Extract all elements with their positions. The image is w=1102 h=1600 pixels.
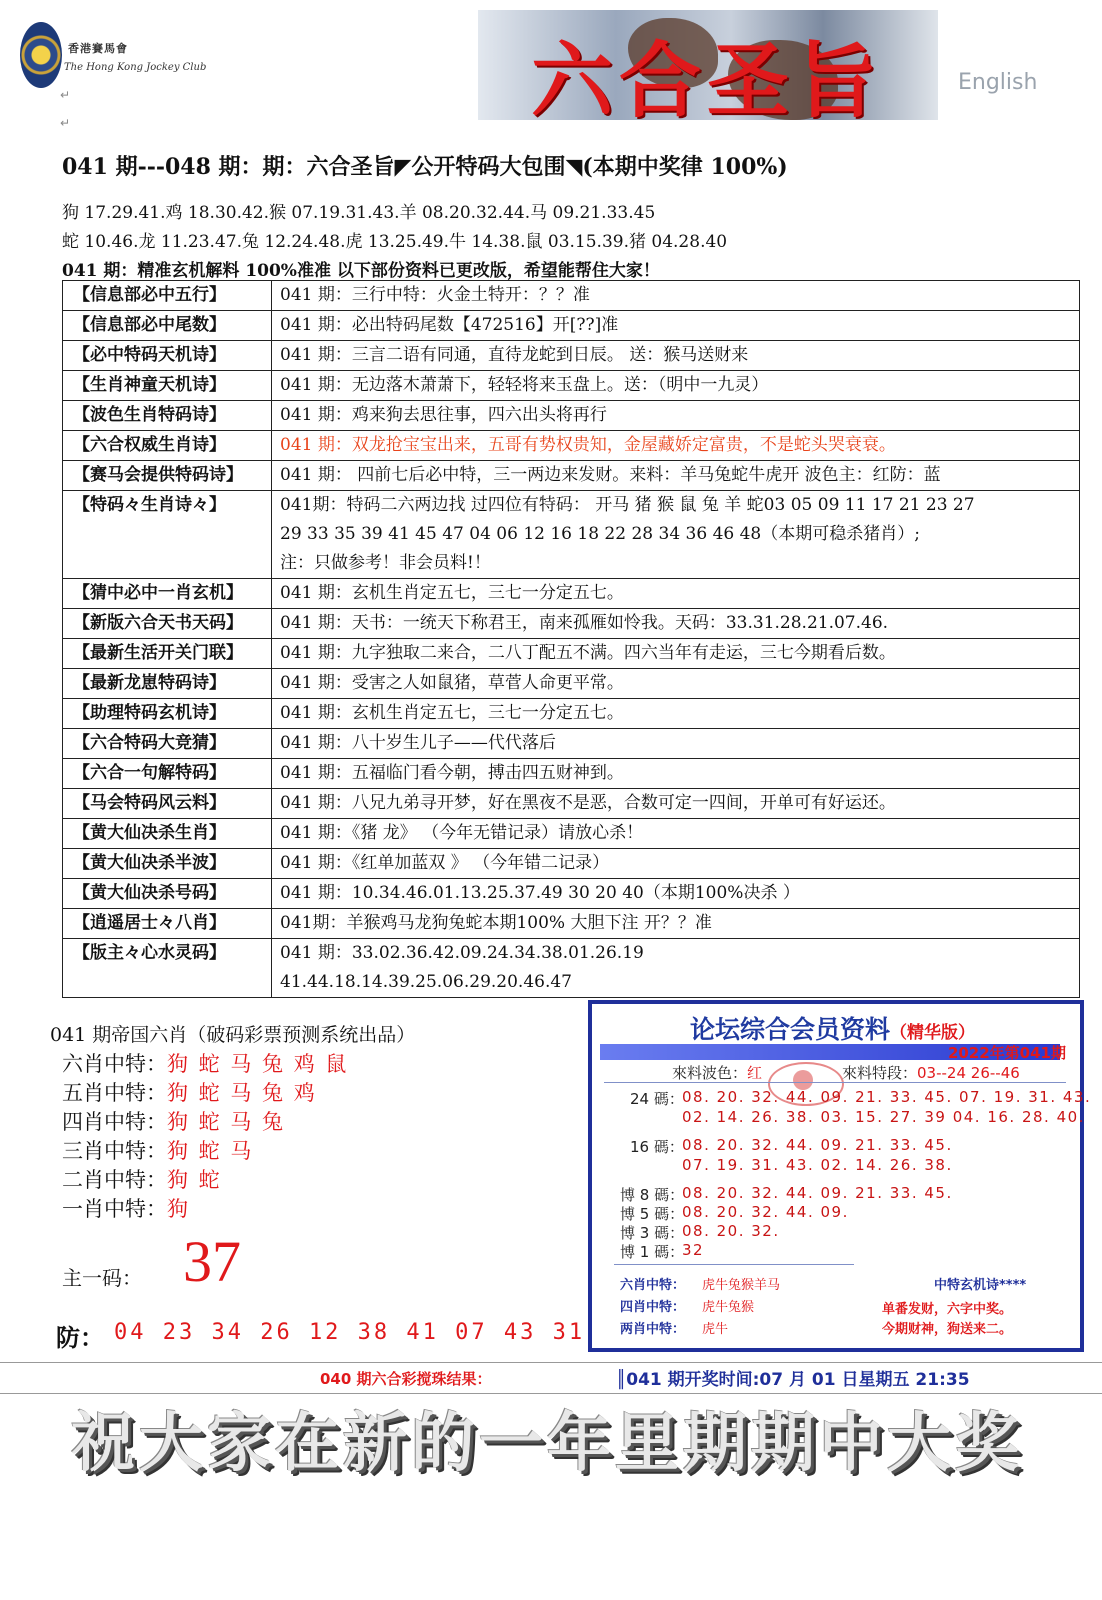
paragraph-mark-icon: ↵ <box>60 88 71 102</box>
forum-title <box>690 1010 975 1046</box>
bo1-value: 32 <box>682 1241 705 1259</box>
zodiac-row <box>62 1135 253 1165</box>
row-content-line: 041期：羊猴鸡马龙狗兔蛇本期100% 大胆下注 开？？准 <box>280 913 712 933</box>
row-content-line: 041期：特码二六两边找 过四位有特码： 开马 猪 猴 鼠 兔 羊 蛇03 05 09 11 17 21 23 27 <box>280 495 975 515</box>
row-content <box>272 639 1080 669</box>
row-label: 【助理特码玄机诗】 <box>63 699 272 729</box>
bo5-label: 博 5 碼： <box>620 1205 685 1223</box>
table-row <box>63 311 1080 341</box>
table-row <box>63 729 1080 759</box>
row-content-line: 041 期：三言二语有同通，直待龙蛇到日辰。 送：猴马送财来 <box>280 345 749 365</box>
draw-time: ║041 期开奖时间:07 月 01 日星期五 21:35 <box>616 1370 970 1390</box>
zodiac-row-value: 狗 蛇 马 兔 <box>167 1110 286 1134</box>
two-zodiac-value: 虎牛 <box>702 1322 729 1337</box>
zodiac-row <box>62 1048 348 1078</box>
table-row <box>63 401 1080 431</box>
row-content-line: 041 期：九字独取二来合，二八丁配五不满。四六当年有走运，三七今期看后数。 <box>280 643 896 663</box>
zodiac-row <box>62 1077 317 1107</box>
row-content-line: 041 期： 四前七后必中特，三一两边来发财。来料：羊马兔蛇牛虎开 波色主：红防：蓝 <box>280 465 941 485</box>
row-content <box>272 609 1080 639</box>
table-row <box>63 579 1080 609</box>
bo1-label: 博 1 碼： <box>620 1243 685 1261</box>
bo5-value: 08. 20. 32. 44. 09. <box>682 1203 849 1221</box>
row-label: 【赛马会提供特码诗】 <box>63 461 272 491</box>
table-row <box>63 759 1080 789</box>
row-content <box>272 669 1080 699</box>
row-content <box>272 729 1080 759</box>
row-content <box>272 401 1080 431</box>
row-label: 【版主々心水灵码】 <box>63 939 272 998</box>
wave-label: 來料波色： <box>672 1064 748 1082</box>
table-row <box>63 669 1080 699</box>
table-row <box>63 431 1080 461</box>
six-zodiac-label: 六肖中特： <box>620 1278 686 1293</box>
row-content-line: 041 期：玄机生肖定五七，三七一分定五七。 <box>280 583 624 603</box>
table-row <box>63 281 1080 311</box>
codes-16-line: 08. 20. 32. 44. 09. 21. 33. 45. <box>682 1136 953 1154</box>
zodiac-number-line: 蛇 10.46.龙 11.23.47.兔 12.24.48.虎 13.25.49.牛 14.38.鼠 03.15.39.猪 04.28.40 <box>62 232 728 252</box>
logo-emblem-icon <box>20 22 62 88</box>
bo8-value: 08. 20. 32. 44. 09. 21. 33. 45. <box>682 1184 953 1202</box>
row-label: 【六合特码大竞猜】 <box>63 729 272 759</box>
divider <box>614 1264 854 1265</box>
row-content-line: 041 期：双龙抢宝宝出来，五哥有势权贵知，金屋藏娇定富贵，不是蛇头哭衰衰。 <box>280 435 896 455</box>
row-content <box>272 819 1080 849</box>
table-row <box>63 939 1080 998</box>
zodiac-row-value: 狗 蛇 马 <box>167 1139 254 1163</box>
english-link[interactable]: English <box>958 70 1038 95</box>
guard-numbers: 04 23 34 26 12 38 41 07 43 31 <box>114 1320 586 1345</box>
row-content-line: 041 期：玄机生肖定五七，三七一分定五七。 <box>280 703 624 723</box>
forum-period: 2022年第041期 <box>947 1044 1066 1062</box>
row-content-line: 041 期：33.02.36.42.09.24.34.38.01.26.19 <box>280 943 644 963</box>
info-table <box>62 280 1080 998</box>
row-content-line: 041 期：八兄九弟寻开梦，好在黑夜不是恶，合数可定一四间，开单可有好运还。 <box>280 793 896 813</box>
zodiac-row-value: 狗 <box>167 1197 190 1221</box>
row-label: 【生肖神童天机诗】 <box>63 371 272 401</box>
row-label: 【猜中必中一肖玄机】 <box>63 579 272 609</box>
table-row <box>63 341 1080 371</box>
bo3-label: 博 3 碼： <box>620 1224 685 1242</box>
forum-subtitle: （精华版） <box>890 1023 976 1043</box>
poem-line: 单番发财，六字中奖。 <box>882 1302 1013 1317</box>
logo-name-en: The Hong Kong Jockey Club <box>64 62 207 73</box>
row-label: 【黄大仙决杀半波】 <box>63 849 272 879</box>
last-results-label: 040 期六合彩搅珠结果： <box>320 1370 492 1388</box>
row-content-line: 41.44.18.14.39.25.06.29.20.46.47 <box>280 972 572 992</box>
four-zodiac-label: 四肖中特： <box>620 1300 686 1315</box>
special-segment-line <box>842 1062 1020 1083</box>
wave-value: 红 <box>747 1064 763 1082</box>
row-content <box>272 371 1080 401</box>
table-row <box>63 461 1080 491</box>
row-content-line: 041 期：10.34.46.01.13.25.37.49 30 20 40（本期100%决杀 ） <box>280 883 800 903</box>
row-label: 【特码々生肖诗々】 <box>63 491 272 579</box>
row-label: 【逍遥居士々八肖】 <box>63 909 272 939</box>
six-zodiac-title: 041 期帝国六肖（破码彩票预测系统出品） <box>50 1024 416 1046</box>
row-label: 【马会特码风云料】 <box>63 789 272 819</box>
zodiac-row-value: 狗 蛇 马 兔 鸡 鼠 <box>167 1052 349 1076</box>
row-label: 【信息部必中五行】 <box>63 281 272 311</box>
table-row <box>63 789 1080 819</box>
table-row <box>63 879 1080 909</box>
row-content <box>272 939 1080 998</box>
row-content-line: 041 期：必出特码尾数【472516】开[??]准 <box>280 315 619 335</box>
four-zodiac-value: 虎牛兔猴 <box>702 1300 755 1315</box>
row-content <box>272 909 1080 939</box>
row-content <box>272 879 1080 909</box>
table-row <box>63 639 1080 669</box>
stamp-dot-icon <box>793 1070 813 1090</box>
row-label: 【波色生肖特码诗】 <box>63 401 272 431</box>
table-row <box>63 491 1080 579</box>
row-label: 【最新生活开关门联】 <box>63 639 272 669</box>
row-content <box>272 431 1080 461</box>
row-content-line: 041 期：《猪 龙》 （今年无错记录）请放心杀！ <box>280 823 644 843</box>
bo3-value: 08. 20. 32. <box>682 1222 780 1240</box>
bottom-greeting-banner: 祝大家在新的一年里期期中大奖 <box>71 1407 1023 1481</box>
banner-image <box>478 10 938 120</box>
table-row <box>63 609 1080 639</box>
row-content <box>272 341 1080 371</box>
row-label: 【最新龙崽特码诗】 <box>63 669 272 699</box>
row-label: 【六合一句解特码】 <box>63 759 272 789</box>
codes-24-line: 02. 14. 26. 38. 03. 15. 27. 39 04. 16. 28. 40. <box>682 1108 1085 1126</box>
row-content <box>272 759 1080 789</box>
jockey-club-logo <box>20 22 207 102</box>
six-zodiac-value: 虎牛兔猴羊马 <box>702 1278 781 1293</box>
main-number: 37 <box>183 1229 241 1294</box>
poem-title: 中特玄机诗**** <box>934 1278 1027 1293</box>
row-label: 【信息部必中尾数】 <box>63 311 272 341</box>
row-content-line: 041 期：八十岁生儿子——代代落后 <box>280 733 556 753</box>
special-value: 03--24 26--46 <box>917 1064 1020 1082</box>
zodiac-row-label: 三肖中特： <box>62 1139 167 1163</box>
bo8-label: 博 8 碼： <box>620 1186 685 1204</box>
row-content <box>272 461 1080 491</box>
row-label: 【黄大仙决杀号码】 <box>63 879 272 909</box>
row-content <box>272 311 1080 341</box>
banner-title: 六合圣旨 <box>530 34 883 120</box>
divider <box>604 1082 1066 1083</box>
zodiac-row <box>62 1193 190 1223</box>
row-content-line: 041 期：受害之人如鼠猪，草菅人命更平常。 <box>280 673 624 693</box>
row-content <box>272 849 1080 879</box>
special-label: 來料特段： <box>842 1064 918 1082</box>
row-content-line: 041 期：三行中特：火金土特开：？？准 <box>280 285 590 305</box>
codes-16-line: 07. 19. 31. 43. 02. 14. 26. 38. <box>682 1156 953 1174</box>
row-content-line: 041 期：无边落木萧萧下，轻轻将来玉盘上。送：（明中一九灵） <box>280 375 769 395</box>
codes-24-line: 08. 20. 32. 44. 09. 21. 33. 45. 07. 19. 31. 43. <box>682 1088 1092 1106</box>
row-content-line: 041 期：五福临门看今朝，搏击四五财神到。 <box>280 763 624 783</box>
table-row <box>63 371 1080 401</box>
paragraph-mark-icon: ↵ <box>60 116 71 130</box>
table-row <box>63 699 1080 729</box>
zodiac-row-label: 六肖中特： <box>62 1052 167 1076</box>
row-label: 【六合权威生肖诗】 <box>63 431 272 461</box>
row-content-line: 041 期：《红单加蓝双 》 （今年错二记录） <box>280 853 610 873</box>
row-content-line: 29 33 35 39 41 45 47 04 06 12 16 18 22 28 34 36 46 48（本期可稳杀猪肖）; <box>280 524 920 544</box>
codes-16-label: 16 碼： <box>630 1138 684 1156</box>
zodiac-row-label: 一肖中特： <box>62 1197 167 1221</box>
logo-name-cn: 香港賽馬會 <box>68 42 128 55</box>
row-content-line: 041 期：鸡来狗去思往事，四六出头将再行 <box>280 405 607 425</box>
zodiac-row-label: 四肖中特： <box>62 1110 167 1134</box>
row-label: 【黄大仙决杀生肖】 <box>63 819 272 849</box>
zodiac-row-value: 狗 蛇 马 兔 鸡 <box>167 1081 317 1105</box>
zodiac-number-line: 狗 17.29.41.鸡 18.30.42.猴 07.19.31.43.羊 08.20.32.44.马 09.21.33.45 <box>62 203 656 223</box>
guard-label: 防： <box>56 1323 104 1352</box>
row-content <box>272 281 1080 311</box>
row-content <box>272 789 1080 819</box>
poem-line: 今期财神，狗送来二。 <box>882 1322 1013 1337</box>
page-headline: 041 期---048 期：期：六合圣旨◤公开特码大包围◥(本期中奖律 100%) <box>62 154 788 180</box>
table-row <box>63 909 1080 939</box>
table-row <box>63 849 1080 879</box>
row-content-line: 041 期：天书：一统天下称君王，南来孤雁如怜我。天码：33.31.28.21.07.46. <box>280 613 889 633</box>
zodiac-row <box>62 1164 222 1194</box>
zodiac-row-label: 二肖中特： <box>62 1168 167 1192</box>
row-label: 【必中特码天机诗】 <box>63 341 272 371</box>
forum-title-text: 论坛综合会员资料 <box>690 1015 891 1044</box>
row-content <box>272 699 1080 729</box>
zodiac-row-value: 狗 蛇 <box>167 1168 222 1192</box>
row-content <box>272 491 1080 579</box>
row-label: 【新版六合天书天码】 <box>63 609 272 639</box>
zodiac-row-label: 五肖中特： <box>62 1081 167 1105</box>
forum-member-box <box>588 1000 1092 1352</box>
row-content-line: 注：只做参考！非会员料!！ <box>280 553 491 573</box>
row-content <box>272 579 1080 609</box>
two-zodiac-label: 两肖中特： <box>620 1322 686 1337</box>
zodiac-row <box>62 1106 285 1136</box>
main-number-label: 主一码： <box>62 1266 142 1290</box>
table-row <box>63 819 1080 849</box>
codes-24-label: 24 碼： <box>630 1090 684 1108</box>
notice-line: 041 期：精准玄机解料 100%准准 以下部份资料已更改版，希望能帮住大家！ <box>62 261 660 281</box>
wave-color-line <box>672 1062 762 1083</box>
